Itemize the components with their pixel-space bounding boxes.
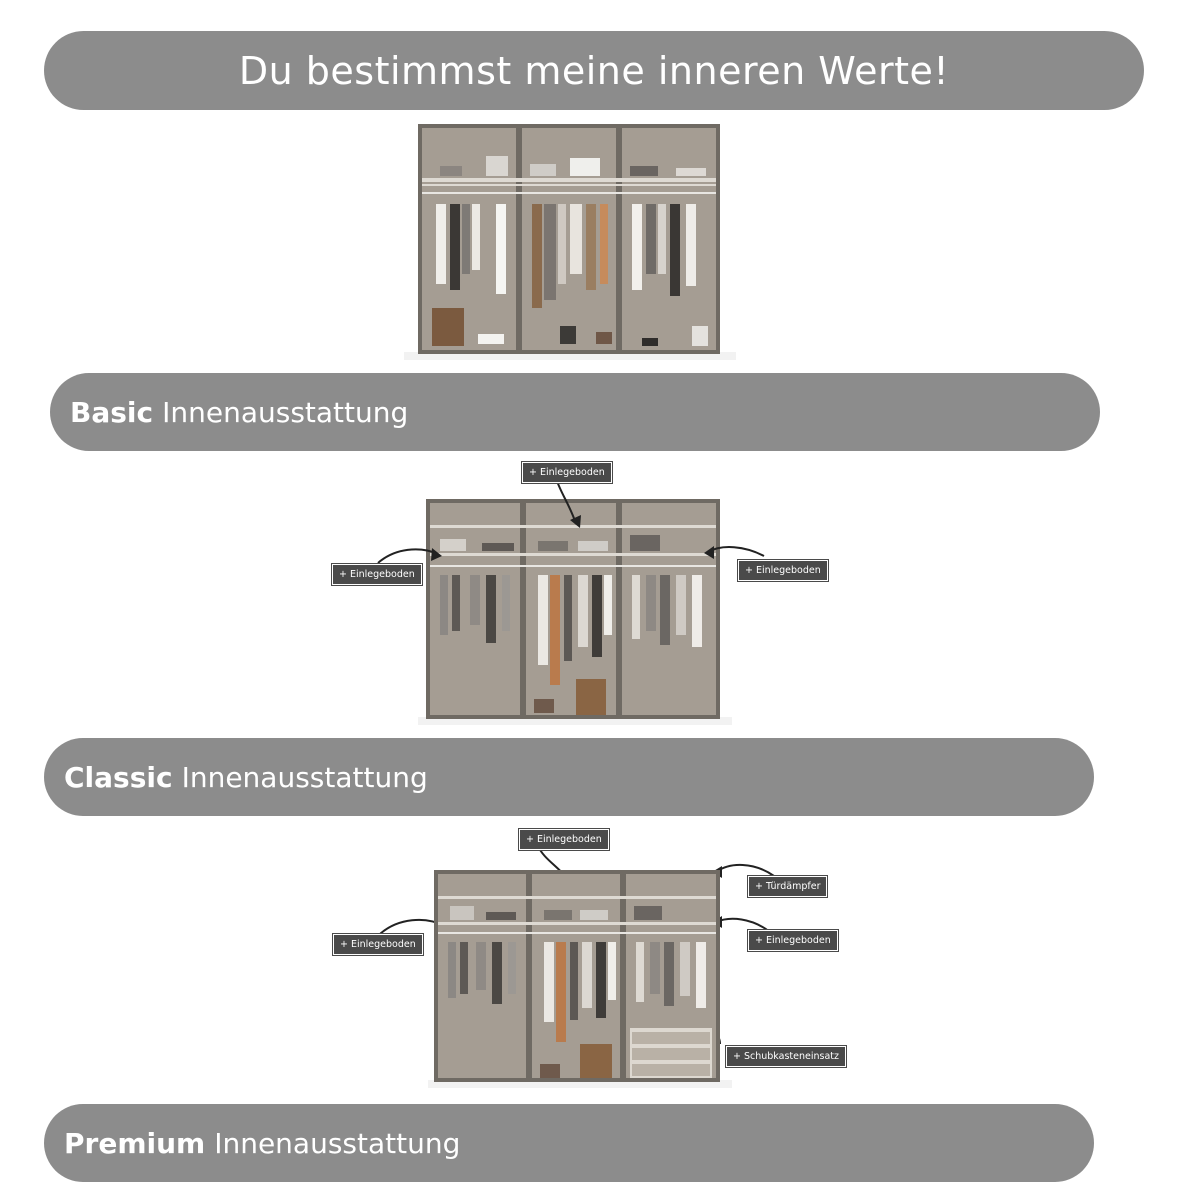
page-title: Du bestimmst meine inneren Werte! (238, 48, 950, 93)
page-title-banner (44, 31, 1144, 110)
basic-tier-banner (50, 373, 1100, 451)
callout-premium-left: + Einlegeboden (333, 934, 423, 955)
callout-premium-drawer: + Schubkasteneinsatz (726, 1046, 846, 1067)
tier-name-basic: Basic (70, 395, 154, 429)
callout-classic-top: + Einlegeboden (522, 462, 612, 483)
basic-wardrobe-image (400, 120, 740, 365)
tier-name-classic: Classic (64, 760, 173, 794)
callout-classic-left: + Einlegeboden (332, 564, 422, 585)
premium-wardrobe-image (420, 866, 740, 1096)
premium-tier-banner (44, 1104, 1094, 1182)
callout-premium-right: + Einlegeboden (748, 930, 838, 951)
callout-premium-top: + Einlegeboden (519, 829, 609, 850)
tier-suffix-basic: Innenausstattung (162, 395, 409, 429)
tier-suffix-premium: Innenausstattung (214, 1126, 461, 1160)
callout-classic-right: + Einlegeboden (738, 560, 828, 581)
tier-name-premium: Premium (64, 1126, 206, 1160)
callout-premium-door-damper: + Türdämpfer (748, 876, 827, 897)
classic-tier-banner (44, 738, 1094, 816)
classic-wardrobe-image (410, 495, 740, 735)
tier-suffix-classic: Innenausstattung (181, 760, 428, 794)
